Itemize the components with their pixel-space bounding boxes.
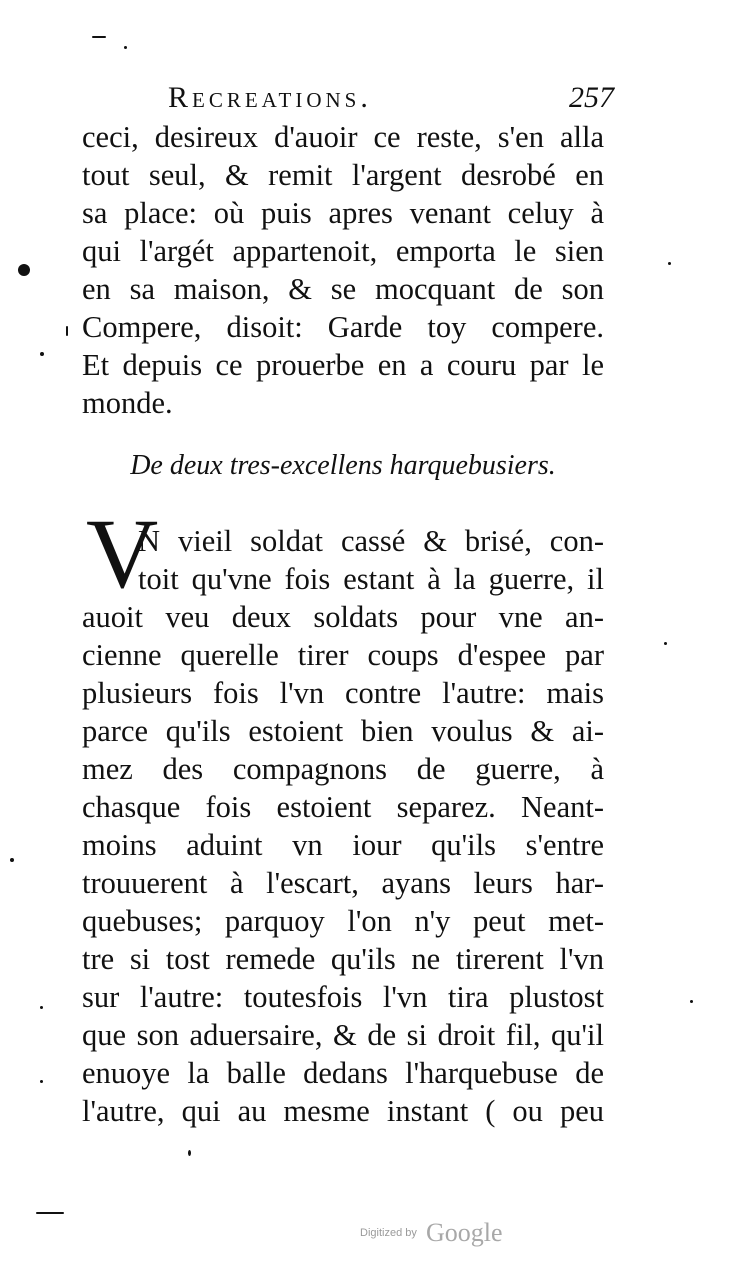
text-line: qui l'argét appartenoit, emporta le sien — [82, 234, 604, 268]
watermark-prefix: Digitized by — [360, 1227, 417, 1239]
ink-speck — [188, 1150, 191, 1156]
text-line: toit qu'vne fois estant à la guerre, il — [138, 562, 604, 596]
ink-speck — [10, 858, 14, 862]
ink-speck — [92, 36, 106, 38]
text-line: auoit veu deux soldats pour vne an- — [82, 600, 604, 634]
ink-speck — [40, 352, 44, 356]
text-line: quebuses; parquoy l'on n'y peut met- — [82, 904, 604, 938]
text-line: plusieurs fois l'vn contre l'autre: mais — [82, 676, 604, 710]
text-line: parce qu'ils estoient bien voulus & ai- — [82, 714, 604, 748]
ink-speck — [66, 326, 68, 336]
text-line: sur l'autre: toutesfois l'vn tira plustost — [82, 980, 604, 1014]
text-line: Et depuis ce prouerbe en a couru par le — [82, 348, 604, 382]
text-line: enuoye la balle dedans l'harquebuse de — [82, 1056, 604, 1090]
text-line: moins aduint vn iour qu'ils s'entre — [82, 828, 604, 862]
ink-speck — [36, 1212, 64, 1214]
drop-cap: V — [86, 498, 159, 609]
text-line: en sa maison, & se mocquant de son — [82, 272, 604, 306]
text-line: tout seul, & remit l'argent desrobé en — [82, 158, 604, 192]
paragraph-1 — [82, 118, 604, 422]
ink-speck — [668, 262, 671, 265]
text-line: Compere, disoit: Garde toy compere. — [82, 310, 604, 344]
ink-speck — [40, 1006, 43, 1009]
text-line: cienne querelle tirer coups d'espee par — [82, 638, 604, 672]
page-number: 257 — [569, 81, 614, 114]
section-heading: De deux tres-excellens harquebusiers. — [130, 450, 556, 481]
text-line: que son aduersaire, & de si droit fil, qu'il — [82, 1018, 604, 1052]
ink-speck — [690, 1000, 693, 1003]
text-line: sa place: où puis apres venant celuy à — [82, 196, 604, 230]
text-line: ceci, desireux d'auoir ce reste, s'en alla — [82, 120, 604, 154]
text-line: monde. — [82, 386, 173, 420]
text-line: trouuerent à l'escart, ayans leurs har- — [82, 866, 604, 900]
ink-speck — [40, 1080, 43, 1083]
ink-speck — [124, 46, 127, 49]
text-line: tre si tost remede qu'ils ne tirerent l'vn — [82, 942, 604, 976]
paragraph-2 — [82, 522, 604, 1130]
text-line: chasque fois estoient separez. Neant- — [82, 790, 604, 824]
running-title: Recreations. — [168, 81, 372, 114]
ink-speck — [664, 642, 667, 645]
text-line: mez des compagnons de guerre, à — [82, 752, 604, 786]
text-line: N vieil soldat cassé & brisé, con- — [138, 524, 604, 558]
running-head — [168, 78, 618, 118]
google-logo: Google — [425, 1218, 503, 1247]
digitized-watermark — [360, 1218, 503, 1248]
ink-speck — [18, 264, 30, 276]
text-line: l'autre, qui au mesme instant ( ou peu — [82, 1094, 604, 1128]
